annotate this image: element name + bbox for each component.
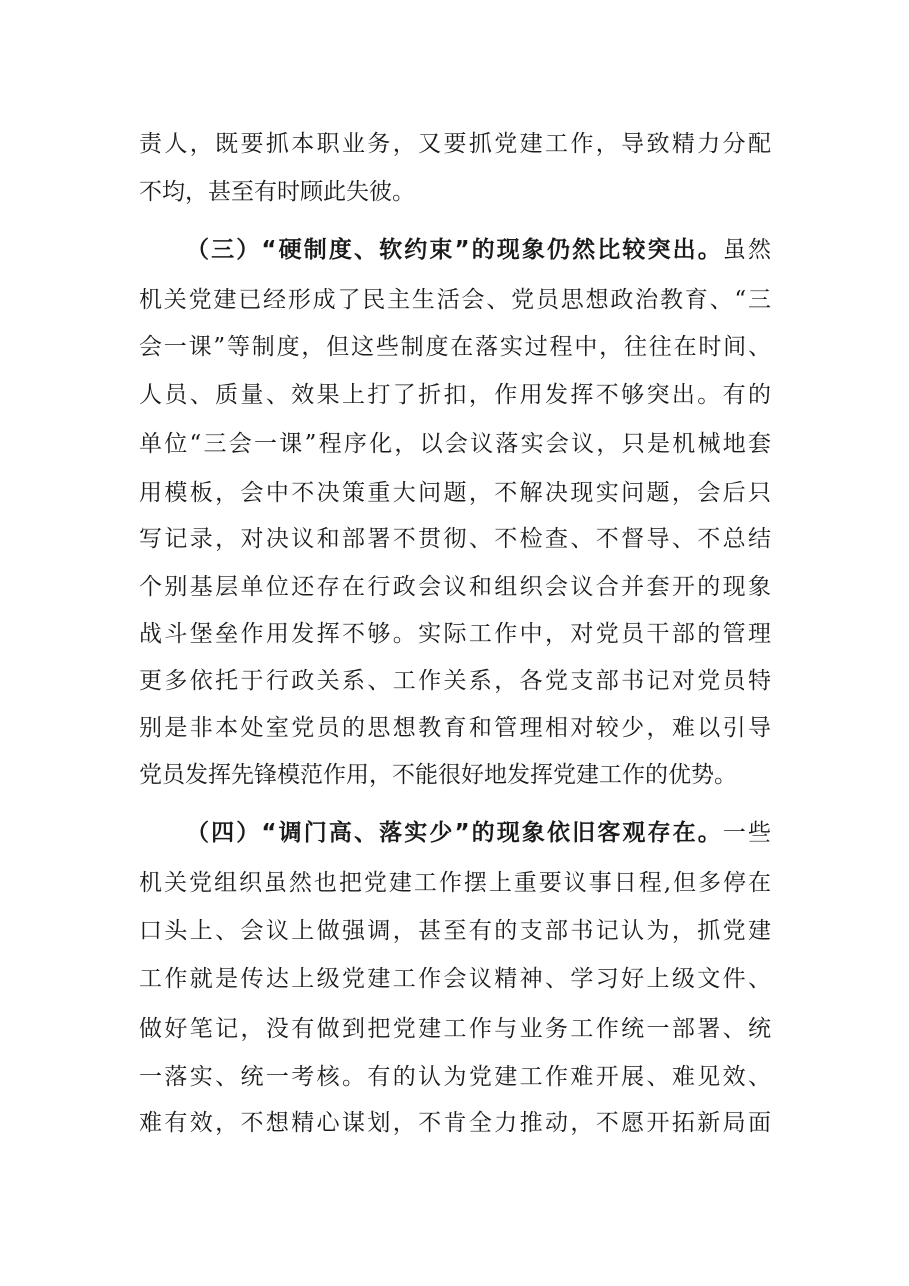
section-heading-line — [186, 816, 771, 850]
text-line: 责人，既要抓本职业务，又要抓党建工作，导致精力分配 — [139, 131, 771, 157]
text-line: 更多依托于行政关系、工作关系，各党支部书记对党员特 — [139, 668, 771, 694]
text-fragment: 虽然 — [722, 237, 772, 263]
text-line: 会一课”等制度，但这些制度在落实过程中，往往在时间、 — [139, 334, 771, 360]
text-line: 写记录，对决议和部署不贯彻、不检查、不督导、不总结 — [139, 526, 771, 552]
text-line: 党员发挥先锋模范作用，不能很好地发挥党建工作的优势。 — [139, 762, 737, 788]
text-line: 一落实、统一考核。有的认为党建工作难开展、难见效、 — [139, 1064, 771, 1090]
text-line: 做好笔记，没有做到把党建工作与业务工作统一部署、统 — [139, 1016, 771, 1042]
text-line: 用模板，会中不决策重大问题，不解决现实问题，会后只 — [139, 480, 771, 506]
text-line: 人员、质量、效果上打了折扣，作用发挥不够突出。有的 — [139, 382, 771, 408]
text-line: 战斗堡垒作用发挥不够。实际工作中，对党员干部的管理 — [139, 621, 771, 647]
text-line: 机关党组织虽然也把党建工作摆上重要议事日程,但多停在 — [139, 870, 771, 896]
section-heading: （四）“调门高、落实少”的现象依旧客观存在。 — [186, 820, 723, 846]
section-heading-line — [186, 233, 771, 267]
text-line: 工作就是传达上级党建工作会议精神、学习好上级文件、 — [139, 966, 771, 992]
section-heading: （三）“硬制度、软约束”的现象仍然比较突出。 — [186, 237, 723, 263]
text-line: 机关党建已经形成了民主生活会、党员思想政治教育、“三 — [139, 287, 771, 313]
text-line: 个别基层单位还存在行政会议和组织会议合并套开的现象 — [139, 574, 771, 600]
text-line: 不均，甚至有时顾此失彼。 — [139, 179, 415, 205]
text-fragment: 一些 — [722, 820, 772, 846]
text-line: 单位“三会一课”程序化，以会议落实会议，只是机械地套 — [139, 431, 771, 457]
text-line: 口头上、会议上做强调，甚至有的支部书记认为，抓党建 — [139, 918, 771, 944]
text-line: 别是非本处室党员的思想教育和管理相对较少，难以引导 — [139, 715, 771, 741]
text-line: 难有效，不想精心谋划，不肯全力推动，不愿开拓新局面 — [139, 1110, 771, 1136]
